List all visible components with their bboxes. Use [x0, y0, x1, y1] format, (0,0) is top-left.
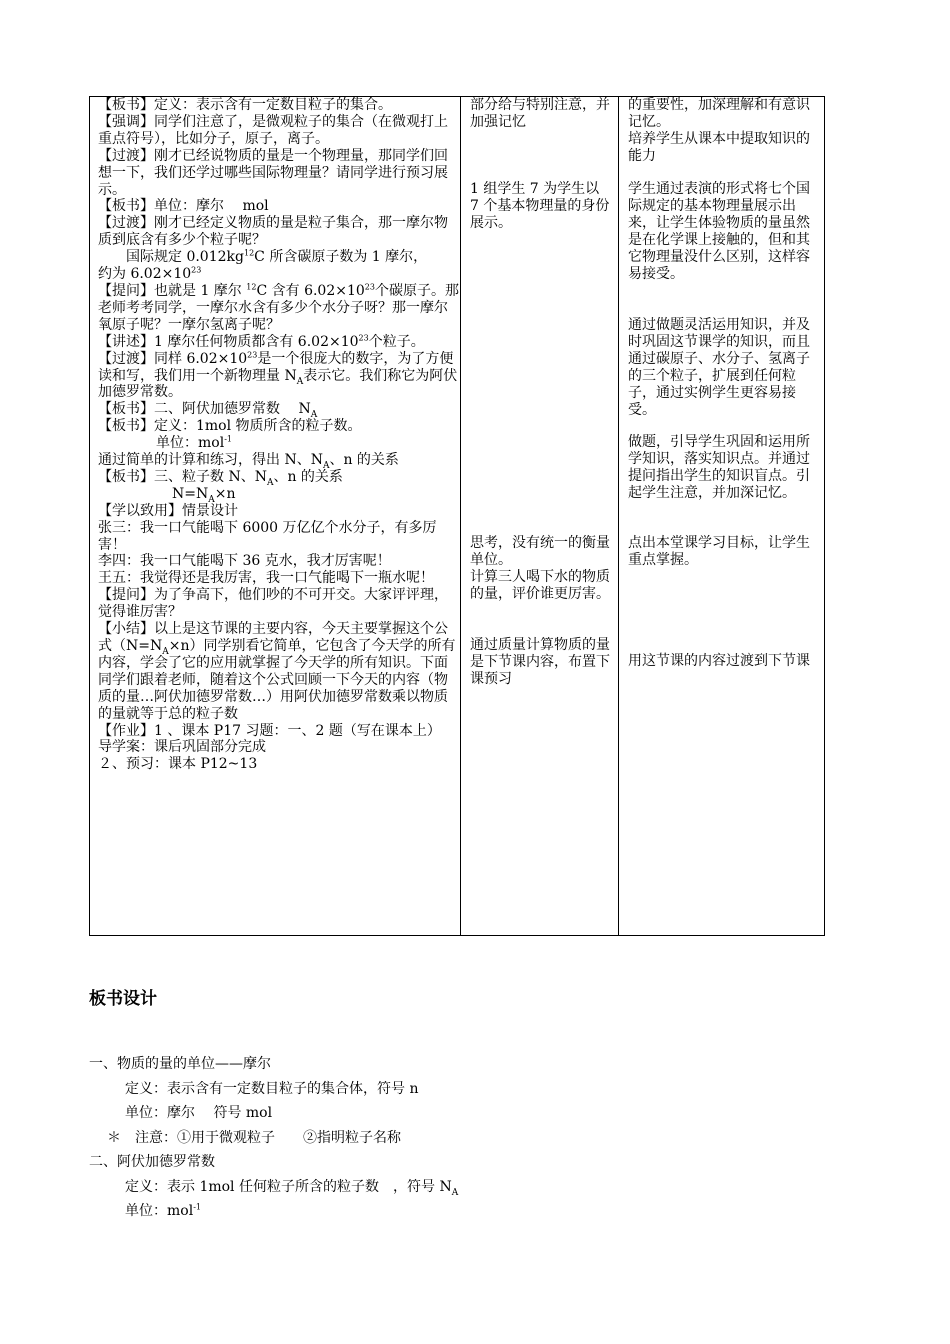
lesson-table [89, 96, 825, 936]
text-line: 通过简单的计算和练习，得出 N、$N_A$、n 的关系 [98, 452, 399, 471]
text-line: 单位：mol$^{-1}$ [156, 434, 232, 452]
text-line: 计算三人喝下水的物质的量，评价谁更厉害。 [470, 568, 610, 602]
text-line: 部分给与特别注意，并加强记忆 [470, 97, 610, 130]
text-line: 【板书】单位：摩尔 mol [98, 198, 269, 215]
student-activity-column [470, 97, 612, 935]
design-intent-column [628, 97, 818, 935]
text-line: 【过渡】同样 $6.02\times 10^{23}$是一个很庞大的数字，为了方便读和写，我们用一个新物理量 $N_A$表示它。我们称它为阿伏加德罗常数。 [98, 349, 458, 401]
text-line: 思考，没有统一的衡量单位。 [470, 535, 610, 568]
section-title: 板书设计 [89, 989, 157, 1009]
text-line: 【学以致用】情景设计 [98, 502, 238, 519]
text-line: 【提问】为了争高下，他们吵的不可开交。大家评评理，觉得谁厉害？ [98, 587, 448, 621]
board-line: 单位：摩尔 符号 mol [125, 1105, 273, 1121]
text-line: 王五：我觉得还是我厉害，我一口气能喝下一瓶水呢！ [98, 570, 434, 587]
board-line: 单位：mol$^{-1}$ [125, 1202, 201, 1219]
board-design [89, 1052, 789, 1224]
text-line: 培养学生从课本中提取知识的能力 [628, 130, 810, 164]
text-line: 点出本堂课学习目标，让学生重点掌握。 [628, 535, 810, 568]
board-line: 定义：表示 1mol 任何粒子所含的粒子数 ，符号 $N_A$ [125, 1178, 459, 1198]
text-line: 【板书】定义：1mol 物质所含的粒子数。 [98, 418, 362, 435]
text-line: 【讲述】1 摩尔任何物质都含有 $6.02\times 10^{23}$个粒子。 [98, 333, 425, 350]
text-line: 的重要性，加深理解和有意识记忆。 [628, 97, 810, 130]
text-line: 【过渡】刚才已经定义物质的量是粒子集合，那一摩尔物质到底含有多少个粒子呢？ [98, 215, 448, 249]
board-line: 二、阿伏加德罗常数 [89, 1154, 215, 1170]
text-line: 【作业】1 、课本 P17 习题：一、2 题（写在课本上） [98, 722, 441, 739]
column-divider [460, 97, 461, 935]
text-line: 1 组学生 7 为学生以 7 个基本物理量的身份展示。 [470, 181, 610, 231]
text-line: 【板书】定义：表示含有一定数目粒子的集合。 [98, 97, 392, 113]
text-line: 【过渡】刚才已经说物质的量是一个物理量，那同学们回想一下，我们还学过哪些国际物理量？请同学进行预习展示。 [98, 147, 448, 198]
text-line: 约为 $6.02\times 10^{23}$ [98, 265, 202, 283]
text-line: 通过做题灵活运用知识，并及时巩固这节课学的知识，而且通过碳原子、水分子、氢离子的三个粒子，扩展到任何粒子，通过实例学生更容易接受。 [628, 317, 810, 418]
board-line: 定义：表示含有一定数目粒子的集合体，符号 n [125, 1080, 419, 1097]
text-line: 【板书】三、粒子数 N、$N_A$、n 的关系 [98, 468, 343, 488]
text-line: ２、预习：课本 P12~13 [98, 756, 258, 773]
text-line: 张三：我一口气能喝下 6000 万亿亿个水分子，有多厉害！ [98, 519, 437, 553]
teacher-activity-column [98, 97, 460, 935]
board-line: 一、物质的量的单位——摩尔 [89, 1056, 271, 1072]
text-line: $N=N_A\times n$ [172, 485, 236, 505]
text-line: 学生通过表演的形式将七个国际规定的基本物理量展示出来，让学生体验物质的量虽然是在化学课上接触的，但和其它物理量没什么区别，这样容易接受。 [628, 181, 810, 282]
text-line: 【小结】以上是这节课的主要内容，今天主要掌握这个公式$(N=N_A\times n)$同学别看它简单，它包含了今天学的所有内容，学会了它的应用就掌握了今天学的所有知识。下面同学们跟着老师，随着这个公式回顾一下今天的内容（物质的量…阿伏加德罗常数…）用阿伏加德罗常数乘以物质的量就等于总的粒子数 [98, 621, 456, 722]
text-line: 李四：我一口气能喝下 36 克水，我才厉害呢！ [98, 553, 391, 570]
board-line: ＊ 注意：①用于微观粒子 ②指明粒子名称 [107, 1129, 401, 1146]
text-line: 【板书】二、阿伏加德罗常数 $N_A$ [98, 401, 318, 421]
text-line: 做题，引导学生巩固和运用所学知识，落实知识点。并通过提问指出学生的知识盲点。引起学生注意，并加深记忆。 [628, 434, 810, 501]
text-line: 【强调】同学们注意了，是微观粒子的集合（在微观打上重点符号），比如分子，原子，离子。 [98, 113, 448, 147]
text-line: 【提问】也就是 1 摩尔 $^{12}$C 含有 $6.02\times 10^{23}$个碳原子。那老师考考同学，一摩尔水含有多少个水分子呀？那一摩尔氧原子呢？一摩尔氢离子呢？ [98, 282, 459, 333]
text-line: 导学案：课后巩固部分完成 [98, 739, 266, 756]
text-line: 通过质量计算物质的量是下节课内容，布置下课预习 [470, 637, 610, 687]
text-line: 用这节课的内容过渡到下节课 [628, 653, 810, 669]
column-divider [618, 97, 619, 935]
text-line: 国际规定 $0.012kg^{12}C$ 所含碳原子数为 1 摩尔， [126, 248, 428, 266]
